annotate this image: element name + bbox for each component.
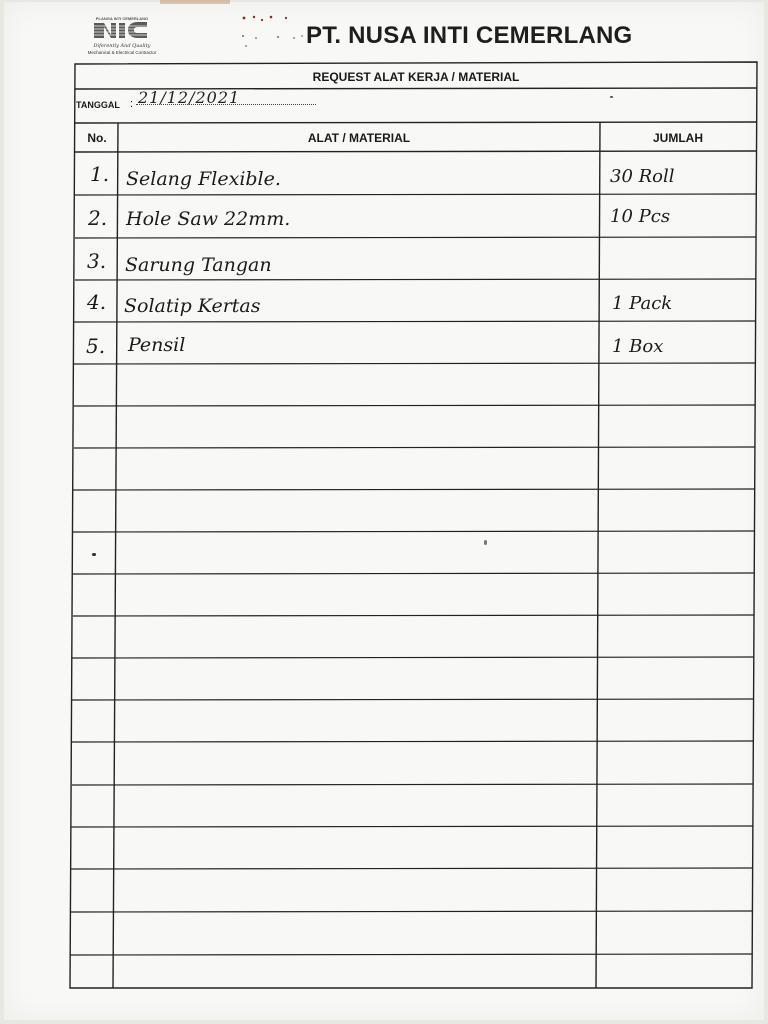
logo-subtitle: Mechanical & Electrical Contractor — [87, 50, 157, 55]
row-5-no: 5. — [86, 334, 106, 358]
row-1-item: Selang Flexible. — [126, 168, 281, 190]
ink-mark — [92, 553, 96, 556]
row-2-no: 2. — [88, 206, 108, 230]
form-title: REQUEST ALAT KERJA / MATERIAL — [312, 70, 520, 84]
row-2-item: Hole Saw 22mm. — [126, 208, 291, 230]
company-name: PT. NUSA INTI CEMERLANG — [306, 22, 633, 49]
row-4-qty: 1 Pack — [612, 293, 673, 314]
row-1-no: 1. — [90, 162, 110, 186]
row-3-item: Sarung Tangan — [125, 254, 272, 276]
row-4-item: Solatip Kertas — [124, 295, 261, 317]
ink-mark — [484, 540, 487, 545]
column-header-no: No. — [87, 131, 107, 145]
row-3-no: 3. — [87, 249, 107, 273]
date-colon: : — [130, 98, 134, 110]
row-4-no: 4. — [87, 290, 107, 314]
row-5-item: Pensil — [128, 334, 186, 356]
row-5-qty: 1 Box — [612, 336, 664, 357]
ink-mark — [610, 96, 613, 98]
row-1-qty: 30 Roll — [610, 166, 675, 187]
column-header-qty: JUMLAH — [653, 131, 703, 145]
date-label: TANGGAL — [76, 100, 120, 110]
logo-text: PLANGA INTI CEMERLANG — [95, 16, 149, 21]
column-header-item: ALAT / MATERIAL — [307, 131, 411, 145]
row-2-qty: 10 Pcs — [610, 206, 671, 227]
logo-tagline: Diferently And Quality — [93, 43, 151, 49]
date-value: 21/12/2021 — [138, 88, 241, 107]
